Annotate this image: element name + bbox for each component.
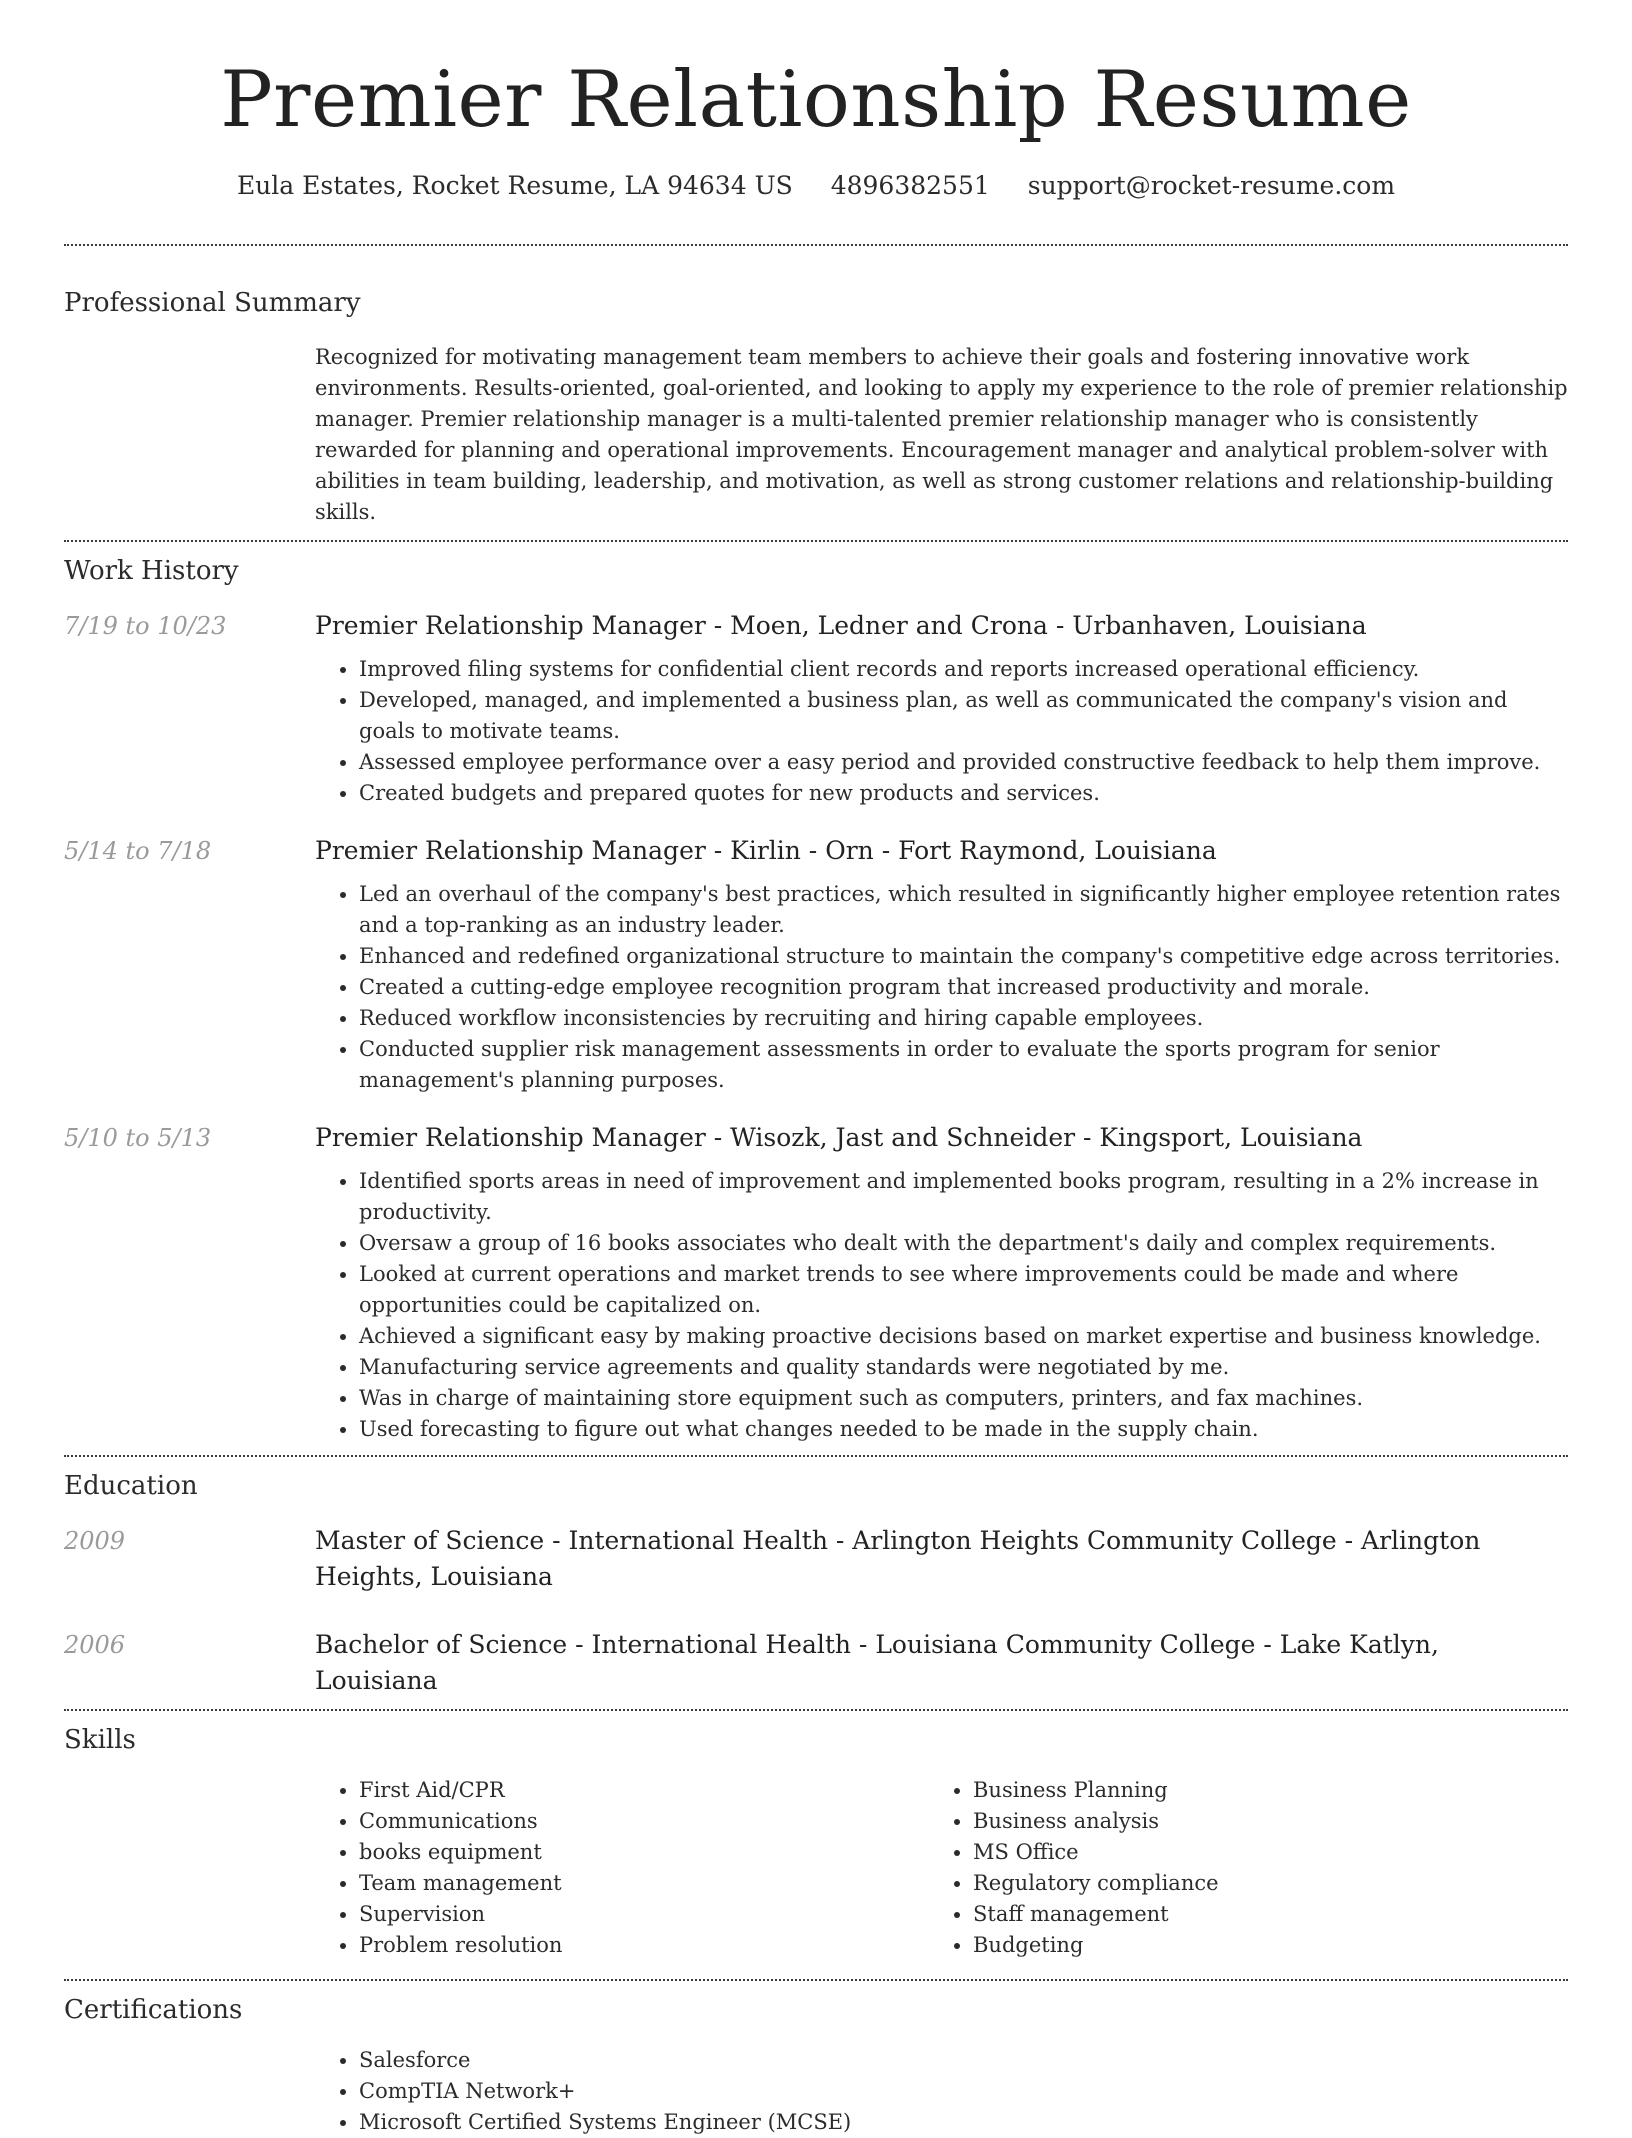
certifications-list-wrap	[315, 2045, 1568, 2138]
list-item: • Used forecasting to figure out what changes needed to be made in the supply chain.	[359, 1414, 1568, 1445]
list-item: • Budgeting	[973, 1930, 1543, 1961]
list-item: • Microsoft Certified Systems Engineer (MCSE)	[359, 2107, 1359, 2138]
skills-heading: Skills	[64, 1725, 136, 1755]
job-details	[315, 833, 1568, 1096]
education-entry	[64, 1523, 1568, 1595]
education-heading: Education	[64, 1471, 198, 1501]
list-item: • Created a cutting-edge employee recognition program that increased productivity and morale.	[359, 972, 1568, 1003]
education-details	[315, 1627, 1568, 1699]
skills-section	[64, 1723, 1568, 1961]
skills-list-right	[929, 1775, 1543, 1961]
job-entry	[64, 608, 1568, 809]
list-item: • Created budgets and prepared quotes for new products and services.	[359, 778, 1568, 809]
list-item: • Was in charge of maintaining store equipment such as computers, printers, and fax machines.	[359, 1383, 1568, 1414]
summary-text: Recognized for motivating management team members to achieve their goals and fostering innovative work environments. Results-oriented, goal-oriented, and looking to apply my experience to the role of premier relationship manager. Premier relationship manager is a multi-talented premier relationship manager who is consistently rewarded for planning and operational improvements. Encouragement manager and analytical problem-solver with abilities in team building, leadership, and motivation, as well as strong customer relations and relationship-building skills.	[315, 345, 1568, 524]
education-title: Master of Science - International Health - Arlington Heights Community College - Arlington Heights, Louisiana	[315, 1526, 1481, 1591]
section-divider	[64, 540, 1568, 542]
education-entry	[64, 1627, 1568, 1699]
list-item: • Identified sports areas in need of improvement and implemented books program, resulting in a 2% increase in productivity.	[359, 1166, 1568, 1228]
contact-email: support@rocket-resume.com	[1027, 171, 1396, 200]
list-item: • Assessed employee performance over a easy period and provided constructive feedback to help them improve.	[359, 747, 1568, 778]
list-item: • Conducted supplier risk management assessments in order to evaluate the sports program for senior management's planning purposes.	[359, 1034, 1568, 1096]
list-item: • Improved filing systems for confidential client records and reports increased operational efficiency.	[359, 654, 1568, 685]
job-title: Premier Relationship Manager - Moen, Ledner and Crona - Urbanhaven, Louisiana	[315, 611, 1367, 640]
list-item: • Staff management	[973, 1899, 1543, 1930]
education-title: Bachelor of Science - International Health - Louisiana Community College - Lake Katlyn, Louisiana	[315, 1630, 1439, 1695]
education-section	[64, 1469, 1568, 1699]
list-item: • Business Planning	[973, 1775, 1543, 1806]
job-title: Premier Relationship Manager - Kirlin - Orn - Fort Raymond, Louisiana	[315, 836, 1217, 865]
resume-page	[64, 0, 1568, 2138]
section-divider	[64, 1455, 1568, 1457]
summary-section	[64, 286, 1568, 540]
job-bullets	[315, 654, 1568, 809]
contact-line	[64, 170, 1568, 202]
page-title: Premier Relationship Resume	[220, 55, 1412, 145]
list-item: • Developed, managed, and implemented a business plan, as well as communicated the company's vision and goals to motivate teams.	[359, 685, 1568, 747]
job-details	[315, 1120, 1568, 1445]
section-divider	[64, 1709, 1568, 1711]
summary-heading: Professional Summary	[64, 288, 361, 318]
list-item: • Salesforce	[359, 2045, 1359, 2076]
list-item: • Enhanced and redefined organizational structure to maintain the company's competitive edge across territories.	[359, 941, 1568, 972]
list-item: • CompTIA Network+	[359, 2076, 1359, 2107]
job-entry	[64, 833, 1568, 1096]
list-item: • MS Office	[973, 1837, 1543, 1868]
list-item: • books equipment	[359, 1837, 929, 1868]
section-divider	[64, 1979, 1568, 1981]
skills-grid	[315, 1775, 1568, 1961]
skills-list-left	[315, 1775, 929, 1961]
work-history-heading: Work History	[64, 556, 239, 586]
job-title: Premier Relationship Manager - Wisozk, Jast and Schneider - Kingsport, Louisiana	[315, 1123, 1363, 1152]
contact-address: Eula Estates, Rocket Resume, LA 94634 US	[236, 171, 793, 200]
list-item: • Oversaw a group of 16 books associates who dealt with the department's daily and complex requirements.	[359, 1228, 1568, 1259]
list-item: • Team management	[359, 1868, 929, 1899]
list-item: • First Aid/CPR	[359, 1775, 929, 1806]
section-divider	[64, 244, 1568, 246]
job-dates: 7/19 to 10/23	[64, 612, 227, 640]
certifications-heading: Certifications	[64, 1995, 243, 2025]
contact-phone: 4896382551	[830, 171, 990, 200]
education-year: 2009	[64, 1527, 126, 1555]
work-history-section	[64, 554, 1568, 1445]
list-item: • Business analysis	[973, 1806, 1543, 1837]
list-item: • Problem resolution	[359, 1930, 929, 1961]
certifications-list	[315, 2045, 1359, 2138]
list-item: • Achieved a significant easy by making proactive decisions based on market expertise and business knowledge.	[359, 1321, 1568, 1352]
list-item: • Communications	[359, 1806, 929, 1837]
list-item: • Led an overhaul of the company's best practices, which resulted in significantly higher employee retention rates and a top-ranking as an industry leader.	[359, 879, 1568, 941]
list-item: • Looked at current operations and market trends to see where improvements could be made and where opportunities could be capitalized on.	[359, 1259, 1568, 1321]
job-bullets	[315, 879, 1568, 1096]
list-item: • Regulatory compliance	[973, 1868, 1543, 1899]
job-entry	[64, 1120, 1568, 1445]
education-details	[315, 1523, 1568, 1595]
job-bullets	[315, 1166, 1568, 1445]
job-dates: 5/14 to 7/18	[64, 837, 212, 865]
education-year: 2006	[64, 1631, 126, 1659]
list-item: • Reduced workflow inconsistencies by recruiting and hiring capable employees.	[359, 1003, 1568, 1034]
list-item: • Manufacturing service agreements and quality standards were negotiated by me.	[359, 1352, 1568, 1383]
job-dates: 5/10 to 5/13	[64, 1124, 212, 1152]
job-details	[315, 608, 1568, 809]
certifications-section	[64, 1993, 1568, 2138]
list-item: • Supervision	[359, 1899, 929, 1930]
